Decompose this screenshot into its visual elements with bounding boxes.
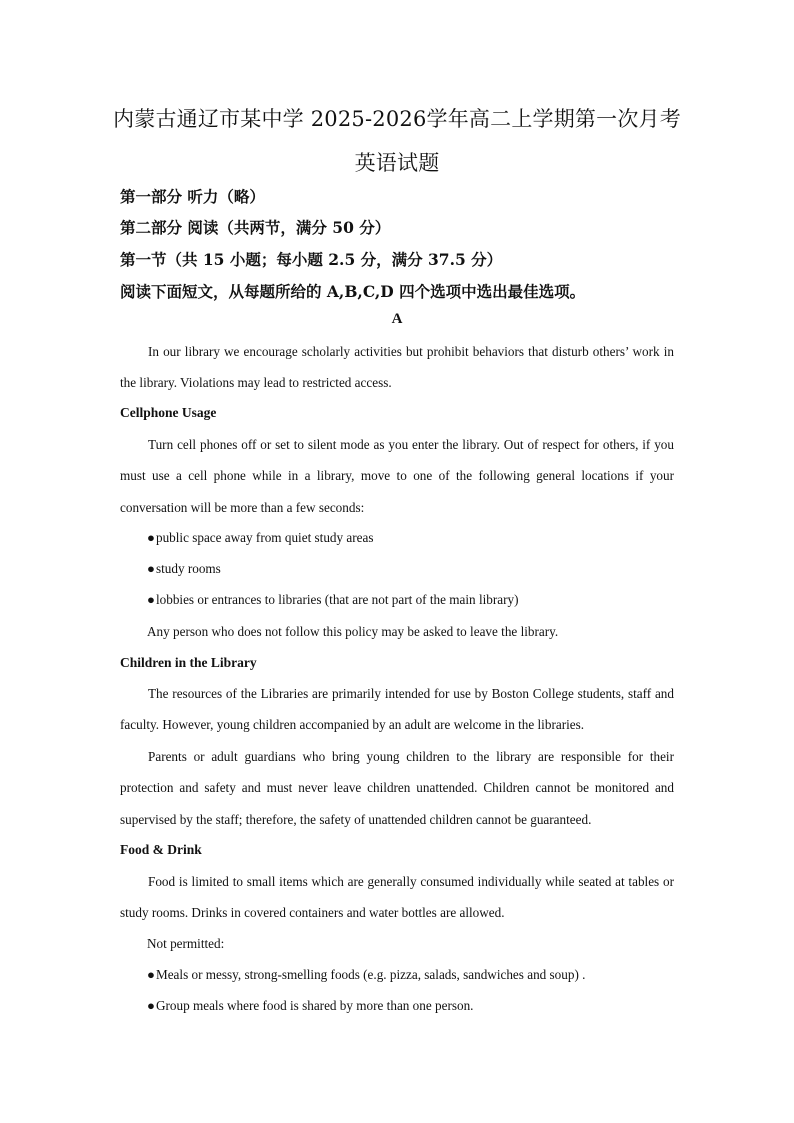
list-item: ●study rooms [147,561,221,576]
cellphone-paragraph: Turn cell phones off or set to silent mode as you enter the library. Out of respect for others, if you must use a cell phone while in a library, move to one of the following general locations if your conversation will be more than a few seconds: [120,437,674,515]
exam-subtitle: 英语试题 [354,151,440,175]
food-heading: Food & Drink [120,842,202,857]
exam-title: 内蒙古通辽市某中学 2025-2026学年高二上学期第一次月考 [113,107,681,131]
bullet-icon: ● [147,998,155,1013]
instruction: 阅读下面短文，从每题所给的 A,B,C,D 四个选项中选出最佳选项。 [120,282,586,301]
bullet-icon: ● [147,530,155,545]
intro-paragraph: In our library we encourage scholarly activities but prohibit behaviors that disturb others’ work in the library. Violations may lead to restricted access. [120,344,674,391]
not-permitted-label: Not permitted: [147,936,225,951]
list-item: ●lobbies or entrances to libraries (that are not part of the main library) [147,592,519,607]
section1-heading: 第一节（共 15 小题；每小题 2.5 分，满分 37.5 分） [120,250,503,269]
part2-heading: 第二部分 阅读（共两节，满分 50 分） [120,218,391,237]
list-item: ●public space away from quiet study areas [147,530,374,545]
bullet-icon: ● [147,592,155,607]
bullet-icon: ● [147,561,155,576]
list-item: ●Meals or messy, strong-smelling foods (e.g. pizza, salads, sandwiches and soup) . [147,967,586,982]
children-paragraph-2: Parents or adult guardians who bring young children to the library are responsible for their protection and safety and must never leave children unattended. Children cannot be monitored and supervised by the staff; therefore, the safety of unattended children cannot be guaranteed. [120,749,674,827]
part1-heading: 第一部分 听力（略） [120,187,265,206]
list-item: ●Group meals where food is shared by more than one person. [147,998,474,1013]
bullet-icon: ● [147,967,155,982]
children-paragraph-1: The resources of the Libraries are primarily intended for use by Boston College students, staff and faculty. However, young children accompanied by an adult are welcome in the libraries. [120,686,674,733]
food-paragraph: Food is limited to small items which are generally consumed individually while seated at tables or study rooms. Drinks in covered containers and water bottles are allowed. [120,874,674,921]
children-heading: Children in the Library [120,655,257,670]
cellphone-heading: Cellphone Usage [120,405,217,420]
cellphone-note: Any person who does not follow this policy may be asked to leave the library. [147,624,559,639]
passage-label: A [391,311,403,327]
